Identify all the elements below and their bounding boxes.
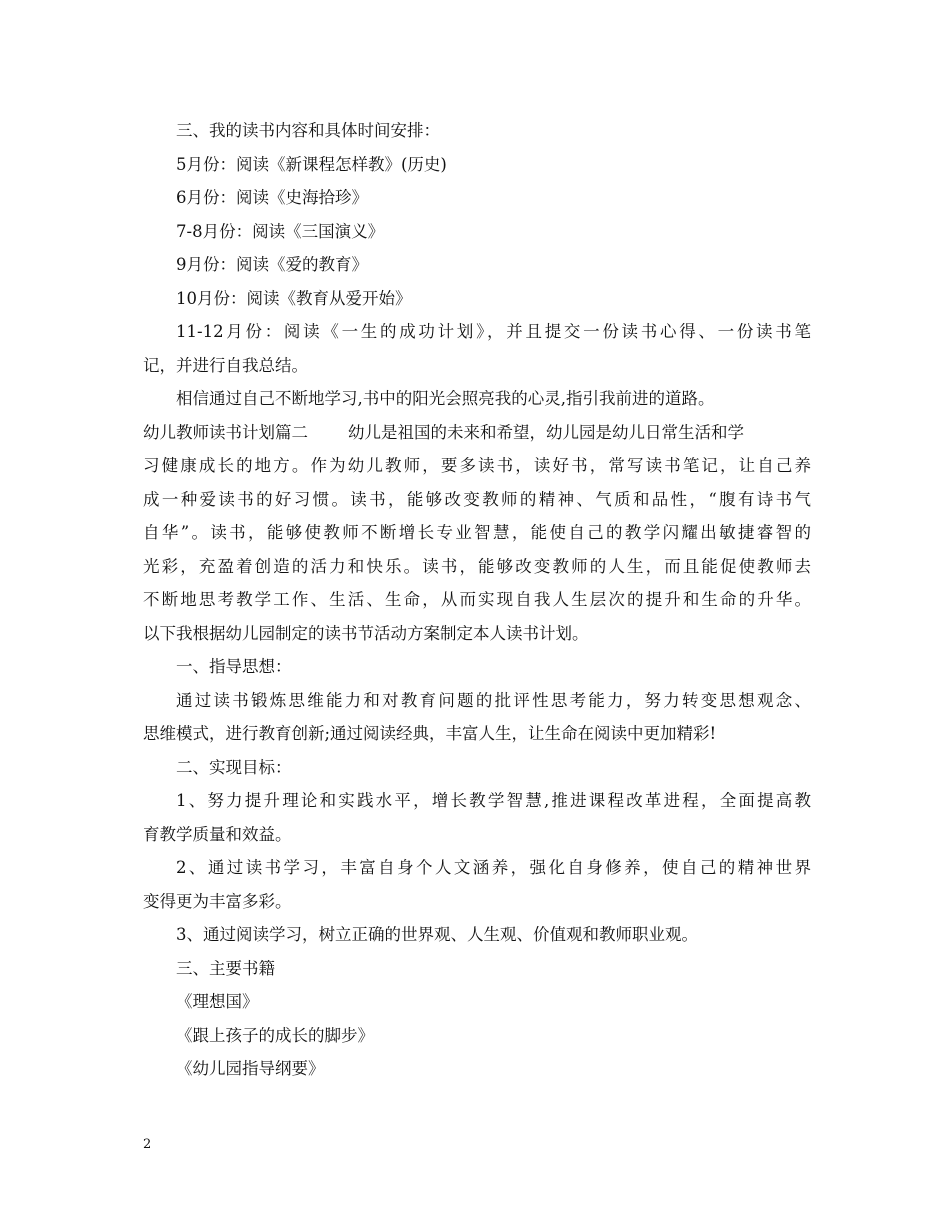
page-number: 2 xyxy=(143,1137,152,1152)
paragraph-line: 育教学质量和效益。 xyxy=(143,824,292,844)
paragraph-line: 幼儿是祖国的未来和希望，幼儿园是幼儿日常生活和学 xyxy=(348,422,744,442)
article-title-line xyxy=(143,416,811,450)
paragraph-line: 不断地思考教学工作、生活、生命，从而实现自我人生层次的提升和生命的升华。 xyxy=(143,590,811,609)
schedule-item-july-august: 7-8月份：阅读《三国演义》 xyxy=(176,221,385,241)
section-heading-books: 三、主要书籍 xyxy=(176,958,275,978)
book-item: 《跟上孩子的成长的脚步》 xyxy=(176,1025,374,1045)
schedule-item-september: 9月份：阅读《爱的教育》 xyxy=(176,255,368,274)
paragraph-line: 光彩，充盈着创造的活力和快乐。读书，能够改变教师的人生，而且能促使教师去 xyxy=(143,556,811,576)
document-body xyxy=(143,114,811,1086)
paragraph-line: 以下我根据幼儿园制定的读书节活动方案制定本人读书计划。 xyxy=(143,623,589,643)
paragraph-line: 习健康成长的地方。作为幼儿教师，要多读书，读好书，常写读书笔记，让自己养 xyxy=(143,456,811,475)
schedule-item-june: 6月份：阅读《史海拾珍》 xyxy=(176,188,368,207)
schedule-item-october: 10月份：阅读《教育从爱开始》 xyxy=(176,288,412,308)
paragraph-line: 变得更为丰富多彩。 xyxy=(143,891,292,911)
goal-item-3: 3、通过阅读学习，树立正确的世界观、人生观、价值观和教师职业观。 xyxy=(176,925,698,944)
paragraph-line: 思维模式，进行教育创新;通过阅读经典，丰富人生，让生命在阅读中更加精彩! xyxy=(143,724,717,743)
paragraph-line: 记，并进行自我总结。 xyxy=(143,355,308,375)
book-item: 《理想国》 xyxy=(176,992,259,1011)
paragraph-line: 成一种爱读书的好习惯。读书，能够改变教师的精神、气质和品性，“腹有诗书气 xyxy=(143,489,811,509)
section-heading-schedule: 三、我的读书内容和具体时间安排： xyxy=(176,121,440,140)
article-title: 幼儿教师读书计划篇二 xyxy=(143,422,308,442)
section-heading-guiding-thought: 一、指导思想： xyxy=(176,657,292,676)
schedule-item-november-december: 11-12月份：阅读《一生的成功计划》，并且提交一份读书心得、一份读书笔 xyxy=(176,322,811,341)
paragraph-line: 自华”。读书，能够使教师不断增长专业智慧，能使自己的教学闪耀出敏捷睿智的 xyxy=(143,523,811,542)
goal-item-1: 1、努力提升理论和实践水平，增长教学智慧,推进课程改革进程，全面提高教 xyxy=(176,791,811,810)
paragraph-line: 通过读书锻炼思维能力和对教育问题的批评性思考能力，努力转变思想观念、 xyxy=(176,690,811,710)
paragraph-line: 相信通过自己不断地学习,书中的阳光会照亮我的心灵,指引我前进的道路。 xyxy=(176,389,715,408)
section-heading-goals: 二、实现目标： xyxy=(176,757,292,777)
book-item: 《幼儿园指导纲要》 xyxy=(176,1059,325,1078)
schedule-item-may: 5月份：阅读《新课程怎样教》(历史) xyxy=(176,154,447,174)
goal-item-2: 2、通过读书学习，丰富自身个人文涵养，强化自身修养，使自己的精神世界 xyxy=(176,858,811,877)
